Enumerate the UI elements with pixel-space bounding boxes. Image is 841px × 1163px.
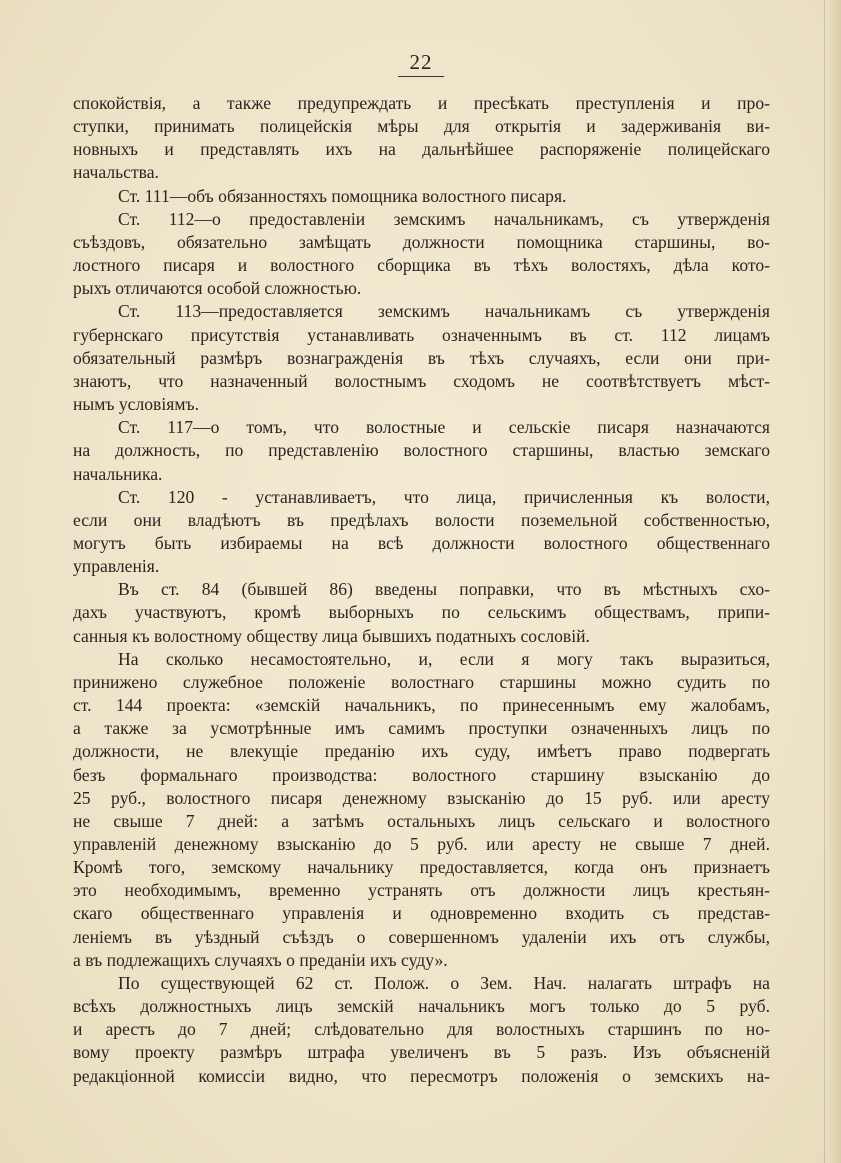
- text-line: на должность, по представленію волостного старшины, властью земскаго: [73, 440, 770, 461]
- text-line: Въ ст. 84 (бывшей 86) введены поправки, что въ мѣстныхъ схо-: [118, 579, 770, 600]
- text-line: а въ подлежащихъ случаяхъ о преданіи ихъ суду».: [73, 949, 448, 970]
- text-line: лостного писаря и волостного сборщика въ тѣхъ волостяхъ, дѣла кото-: [73, 255, 770, 276]
- text-line: 25 руб., волостного писаря денежному взысканію до 15 руб. или аресту: [73, 787, 770, 808]
- text-line: ст. 144 проекта: «земскій начальникъ, по принесеннымъ ему жалобамъ,: [73, 695, 770, 716]
- text-line: На сколько несамостоятельно, и, если я могу такъ выразиться,: [118, 648, 770, 669]
- text-line: Ст. 117—о томъ, что волостные и сельскіе писаря назначаются: [118, 417, 770, 438]
- text-line: скаго общественнаго управленія и одновременно входить съ представ-: [73, 903, 770, 924]
- text-line: принижено служебное положеніе волостнаго старшины можно судить по: [73, 671, 770, 692]
- text-line: редакціонной комиссіи видно, что пересмотръ положенія о земскихъ на-: [73, 1065, 770, 1086]
- page-number: 22: [409, 50, 433, 74]
- page-number-rule: [398, 76, 444, 77]
- text-line: начальства.: [73, 162, 159, 183]
- text-line: и арестъ до 7 дней; слѣдовательно для волостныхъ старшинъ по но-: [73, 1019, 770, 1040]
- text-line: обязательный размѣръ вознагражденія въ тѣхъ случаяхъ, если они при-: [73, 347, 770, 368]
- text-line: съѣздовъ, обязательно замѣщать должности помощника старшины, во-: [73, 231, 770, 252]
- text-line: спокойствія, а также предупреждать и пресѣкать преступленія и про-: [73, 93, 770, 113]
- text-line: леніемъ въ уѣздный съѣздъ о совершенномъ удаленіи ихъ отъ службы,: [73, 926, 770, 947]
- page-fold-line: [824, 0, 825, 1163]
- text-line: не свыше 7 дней: а затѣмъ остальныхъ лицъ сельскаго и волостного: [73, 810, 770, 831]
- text-line: Ст. 120 - устанавливаетъ, что лица, причисленныя къ волости,: [118, 486, 770, 507]
- text-line: это необходимымъ, временно устранять отъ должности лицъ крестьян-: [73, 880, 770, 901]
- text-line: управленія.: [73, 556, 160, 577]
- text-line: всѣхъ должностныхъ лицъ земскій начальникъ могъ только до 5 руб.: [73, 996, 770, 1017]
- text-line: могутъ быть избираемы на всѣ должности волостного общественнаго: [73, 532, 770, 553]
- text-line: дахъ участвуютъ, кромѣ выборныхъ по сельскимъ обществамъ, припи-: [73, 602, 770, 623]
- text-line: ступки, принимать полицейскія мѣры для открытія и задерживанія ви-: [73, 116, 770, 137]
- page-edge: [827, 0, 841, 1163]
- text-line: губернскаго присутствія устанавливать означеннымъ въ ст. 112 лицамъ: [73, 324, 770, 345]
- text-line: управленій денежному взысканію до 5 руб. или аресту не свыше 7 дней.: [73, 834, 770, 854]
- text-line: безъ формальнаго производства: волостного старшину взысканію до: [73, 764, 770, 785]
- text-line: если они владѣютъ въ предѣлахъ волости поземельной собственностью,: [73, 509, 770, 530]
- text-line: санныя къ волостному обществу лица бывшихъ податныхъ сословій.: [73, 625, 590, 646]
- text-line: Ст. 111—объ обязанностяхъ помощника волостного писаря.: [118, 185, 567, 206]
- text-line: должности, не влекущіе преданію ихъ суду, имѣетъ право подвергать: [73, 741, 770, 762]
- text-line: Кромѣ того, земскому начальнику предоставляется, когда онъ признаетъ: [73, 857, 770, 878]
- body-text: [73, 92, 770, 1088]
- text-line: знаютъ, что назначенный волостнымъ сходомъ не соотвѣтствуетъ мѣст-: [73, 370, 770, 391]
- text-line: нымъ условіямъ.: [73, 394, 199, 415]
- text-line: начальника.: [73, 463, 163, 484]
- text-line: новныхъ и представлять ихъ на дальнѣйшее распоряженіе полицейскаго: [73, 139, 770, 160]
- text-line: рыхъ отличаются особой сложностью.: [73, 278, 362, 299]
- text-line: вому проекту размѣръ штрафа увеличенъ въ 5 разъ. Изъ объясненій: [73, 1042, 770, 1063]
- text-line: а также за усмотрѣнные имъ самимъ проступки означенныхъ лицъ по: [73, 718, 770, 739]
- text-line: Ст. 113—предоставляется земскимъ начальникамъ съ утвержденія: [118, 301, 770, 322]
- text-line: По существующей 62 ст. Полож. о Зем. Нач. налагать штрафъ на: [118, 972, 770, 993]
- text-line: Ст. 112—о предоставленіи земскимъ начальникамъ, съ утвержденія: [118, 208, 770, 229]
